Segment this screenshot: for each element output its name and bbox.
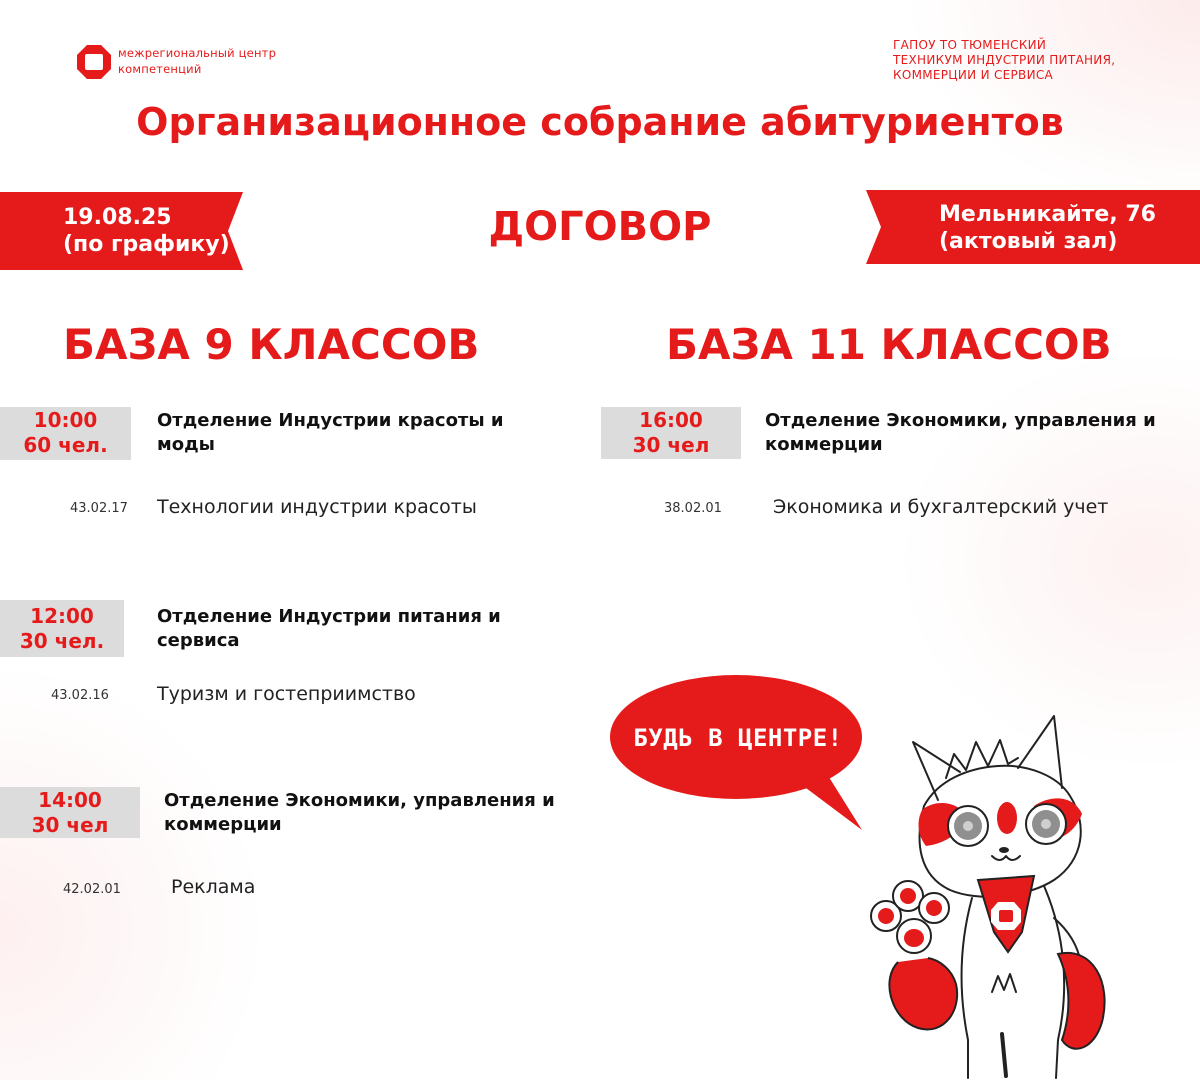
octagon-logo-icon <box>76 44 112 80</box>
department-line-1: Отделение Экономики, управления и <box>765 410 1156 431</box>
fox-mascot-illustration <box>858 680 1128 1080</box>
specialty-code: 42.02.01 <box>63 882 121 897</box>
department-line-1: Отделение Экономики, управления и <box>164 790 555 811</box>
department-line-2: сервиса <box>157 630 240 651</box>
place-address: Мельникайте, 76 <box>939 202 1156 227</box>
specialty-code: 43.02.16 <box>51 688 109 703</box>
department-line-1: Отделение Индустрии питания и <box>157 606 501 627</box>
department-name <box>164 789 555 837</box>
department-line-2: коммерции <box>164 814 282 835</box>
specialty-name: Туризм и гостеприимство <box>157 683 416 705</box>
group-size: 60 чел. <box>23 433 108 457</box>
page-title: Организационное собрание абитуриентов <box>136 100 1064 144</box>
department-name <box>157 605 501 653</box>
logo-text <box>118 45 276 77</box>
session-time <box>601 408 741 458</box>
speech-bubble <box>609 674 869 834</box>
session-time <box>0 788 140 838</box>
specialty-name: Технологии индустрии красоты <box>157 496 477 518</box>
contract-heading: ДОГОВОР <box>488 204 712 250</box>
department-line-2: моды <box>157 434 215 455</box>
place-label <box>939 201 1156 255</box>
session-time <box>0 408 131 458</box>
logo-line-1: межрегиональный центр <box>118 46 277 60</box>
group-size: 30 чел <box>632 433 710 457</box>
department-name <box>765 409 1156 457</box>
specialty-code: 43.02.17 <box>70 501 128 516</box>
time-value: 16:00 <box>639 408 703 432</box>
logo-line-2: компетенций <box>118 62 202 76</box>
date-note: (по графику) <box>63 232 230 257</box>
group-size: 30 чел. <box>19 629 105 653</box>
place-room: (актовый зал) <box>939 229 1118 254</box>
department-name <box>157 409 504 457</box>
bubble-slogan: БУДЬ В ЦЕНТРЕ! <box>633 724 843 752</box>
specialty-code: 38.02.01 <box>664 501 722 516</box>
base-11-heading: БАЗА 11 КЛАССОВ <box>666 320 1112 369</box>
specialty-name: Экономика и бухгалтерский учет <box>773 496 1109 518</box>
base-9-heading: БАЗА 9 КЛАССОВ <box>63 320 480 369</box>
department-line-1: Отделение Индустрии красоты и <box>157 410 504 431</box>
group-size: 30 чел <box>31 813 109 837</box>
specialty-name: Реклама <box>171 876 256 898</box>
time-value: 12:00 <box>30 604 94 628</box>
date-value: 19.08.25 <box>63 205 172 230</box>
time-value: 14:00 <box>38 788 102 812</box>
session-time <box>0 604 124 654</box>
org-line-1: ГАПОУ ТО ТЮМЕНСКИЙ <box>893 38 1047 52</box>
department-line-2: коммерции <box>765 434 883 455</box>
organization-name <box>893 38 1115 83</box>
org-line-3: КОММЕРЦИИ И СЕРВИСА <box>893 68 1054 82</box>
org-line-2: ТЕХНИКУМ ИНДУСТРИИ ПИТАНИЯ, <box>893 53 1116 67</box>
time-value: 10:00 <box>33 408 98 432</box>
